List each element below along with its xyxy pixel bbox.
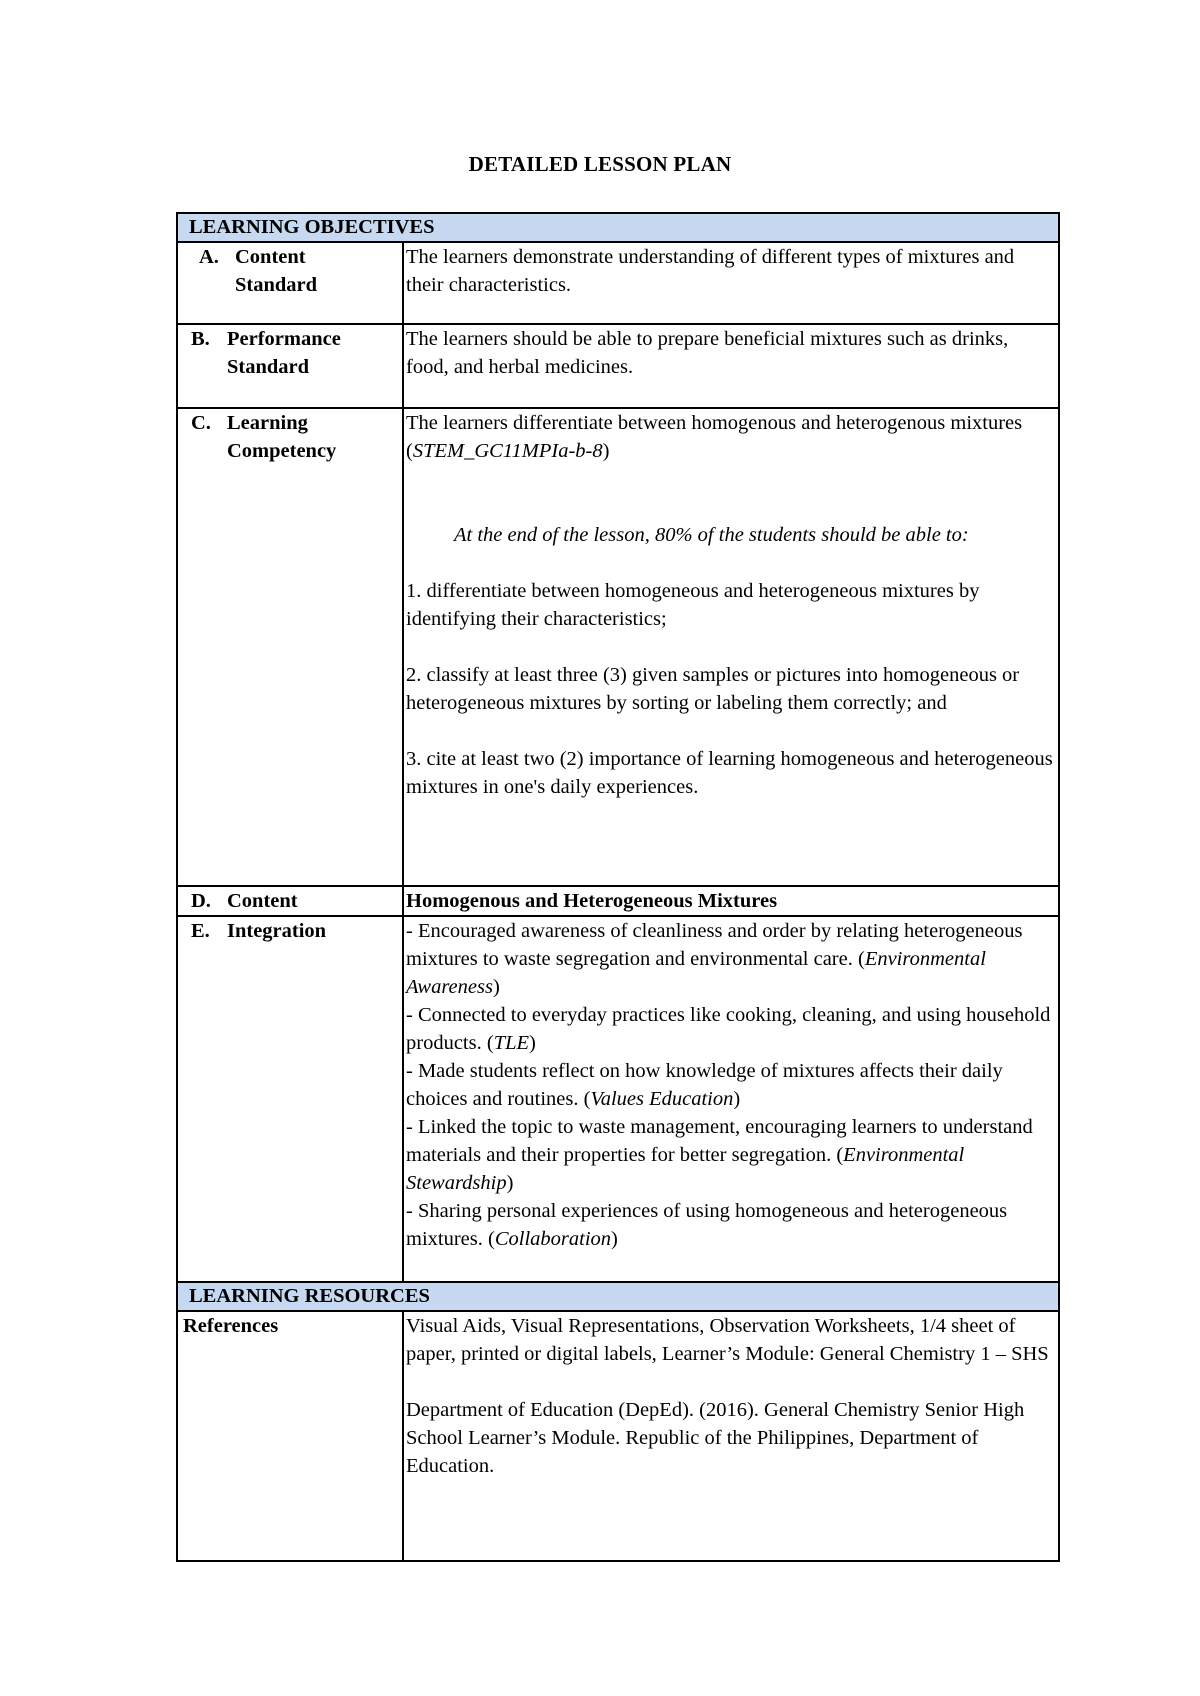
value-performance-standard bbox=[403, 324, 1059, 408]
integration-tag: Collaboration bbox=[494, 1228, 612, 1250]
reference-citation: Department of Education (DepEd). (2016). General Chemistry Senior High School Learner’s Module. Republic of the Philippines, Department of Education. bbox=[406, 1399, 1025, 1477]
performance-standard-text: The learners should be able to prepare beneficial mixtures such as drinks, food, and herbal medicines. bbox=[406, 328, 1009, 378]
label-letter: B. bbox=[191, 328, 210, 350]
competency-code: STEM_GC11MPIa-b-8 bbox=[412, 440, 603, 462]
integration-tag: Environmental Stewardship bbox=[406, 1144, 965, 1194]
integration-item: - Made students reflect on how knowledge of mixtures affects their daily choices and routines. (Values Education) bbox=[406, 1060, 1003, 1110]
section-header-learning-resources bbox=[177, 1282, 1059, 1311]
label-line: Integration bbox=[227, 920, 327, 942]
label-references: References bbox=[177, 1311, 403, 1561]
objective-item: 3. cite at least two (2) importance of learning homogeneous and heterogeneous mixtures in one's daily experiences. bbox=[406, 748, 1053, 798]
integration-item: - Sharing personal experiences of using homogeneous and heterogeneous mixtures. (Collaboration) bbox=[406, 1200, 1008, 1250]
integration-tag: TLE bbox=[493, 1032, 530, 1054]
lesson-plan-table bbox=[176, 212, 1060, 1562]
label-line: Learning bbox=[227, 412, 308, 434]
row-performance-standard bbox=[177, 324, 1059, 408]
row-integration bbox=[177, 916, 1059, 1282]
label-line: Content bbox=[235, 246, 306, 268]
content-standard-text: The learners demonstrate understanding of different types of mixtures and their characteristics. bbox=[406, 246, 1015, 296]
integration-item: - Linked the topic to waste management, encouraging learners to understand materials and their properties for better segregation. (Environmental Stewardship) bbox=[406, 1116, 1033, 1194]
learning-competency-text: The learners differentiate between homogenous and heterogenous mixtures (STEM_GC11MPIa-b-8) bbox=[406, 412, 1023, 462]
value-integration bbox=[403, 916, 1059, 1282]
integration-item: - Connected to everyday practices like cooking, cleaning, and using household products. (TLE) bbox=[406, 1004, 1051, 1054]
label-performance-standard bbox=[177, 324, 403, 408]
row-references bbox=[177, 1311, 1059, 1561]
label-letter: C. bbox=[191, 412, 211, 434]
page-title: DETAILED LESSON PLAN bbox=[468, 152, 732, 176]
objective-item: 1. differentiate between homogeneous and heterogeneous mixtures by identifying their characteristics; bbox=[406, 580, 980, 630]
label-line: Performance bbox=[227, 328, 341, 350]
label-integration bbox=[177, 916, 403, 1282]
integration-tag: Environmental Awareness bbox=[406, 948, 986, 998]
section-header-learning-objectives bbox=[177, 213, 1059, 242]
row-content-standard bbox=[177, 242, 1059, 324]
label-line: Content bbox=[227, 890, 298, 912]
value-content-standard bbox=[403, 242, 1059, 324]
label-letter: E. bbox=[191, 920, 210, 942]
content-topic: Homogenous and Heterogeneous Mixtures bbox=[403, 886, 1059, 916]
reference-materials: Visual Aids, Visual Representations, Observation Worksheets, 1/4 sheet of paper, printed or digital labels, Learner’s Module: General Chemistry 1 – SHS bbox=[406, 1315, 1049, 1365]
value-references bbox=[403, 1311, 1059, 1561]
label-learning-competency bbox=[177, 408, 403, 886]
objective-item: 2. classify at least three (3) given samples or pictures into homogeneous or heterogeneous mixtures by sorting or labeling them correctly; and bbox=[406, 664, 1020, 714]
label-line: Competency bbox=[227, 440, 337, 462]
row-content bbox=[177, 886, 1059, 916]
label-content bbox=[177, 886, 403, 916]
integration-item: - Encouraged awareness of cleanliness and order by relating heterogeneous mixtures to waste segregation and environmental care. (Environmental Awareness) bbox=[406, 920, 1023, 998]
label-content-standard bbox=[177, 242, 403, 324]
label-letter: D. bbox=[191, 890, 211, 912]
row-learning-competency bbox=[177, 408, 1059, 886]
integration-tag: Values Education bbox=[590, 1088, 734, 1110]
section-header-label: LEARNING OBJECTIVES bbox=[177, 213, 1059, 242]
value-learning-competency bbox=[403, 408, 1059, 886]
label-letter: A. bbox=[199, 246, 219, 268]
objectives-intro: At the end of the lesson, 80% of the students should be able to: bbox=[454, 524, 969, 546]
label-line: Standard bbox=[235, 274, 318, 296]
section-header-label: LEARNING RESOURCES bbox=[177, 1282, 1059, 1311]
label-line: Standard bbox=[227, 356, 310, 378]
